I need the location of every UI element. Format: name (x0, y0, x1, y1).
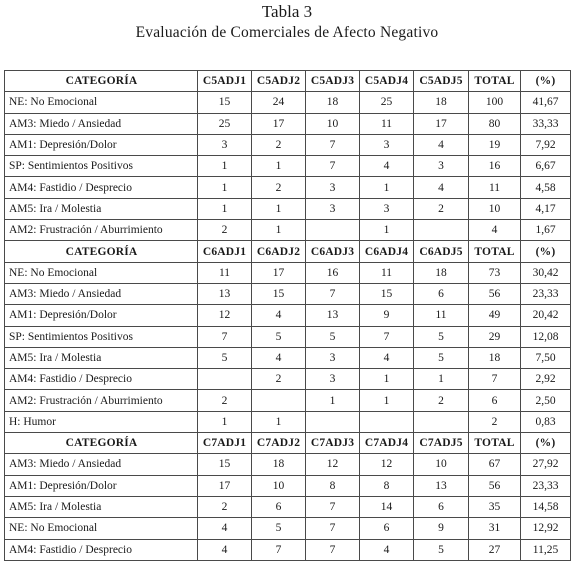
value-cell: 49 (469, 305, 521, 326)
value-cell: 15 (252, 283, 306, 304)
value-cell: 5 (252, 518, 306, 539)
table-row (5, 283, 571, 304)
value-cell: 7 (252, 539, 306, 560)
value-cell: 7 (306, 134, 360, 155)
value-cell: 23,33 (521, 283, 571, 304)
value-cell: 25 (360, 92, 414, 113)
value-cell: 19 (469, 134, 521, 155)
category-cell: AM5: Ira / Molestia (5, 496, 198, 517)
value-cell: 2 (198, 220, 252, 241)
value-cell (252, 390, 306, 411)
value-cell: 67 (469, 454, 521, 475)
table-row (5, 496, 571, 517)
section-header-row (5, 71, 571, 92)
category-cell: AM2: Frustración / Aburrimiento (5, 220, 198, 241)
value-cell: 17 (252, 113, 306, 134)
category-cell: AM5: Ira / Molestia (5, 347, 198, 368)
value-cell: 2 (414, 198, 469, 219)
header-cell: C7ADJ5 (414, 433, 469, 454)
table-row (5, 369, 571, 390)
value-cell: 27 (469, 539, 521, 560)
value-cell: 3 (306, 177, 360, 198)
category-cell: AM3: Miedo / Ansiedad (5, 113, 198, 134)
value-cell: 5 (414, 539, 469, 560)
category-cell: AM1: Depresión/Dolor (5, 475, 198, 496)
value-cell: 18 (414, 262, 469, 283)
value-cell: 1 (198, 411, 252, 432)
value-cell: 1 (306, 390, 360, 411)
table-title-block (0, 0, 574, 44)
header-cell: (%) (521, 71, 571, 92)
value-cell: 12,08 (521, 326, 571, 347)
value-cell: 1 (198, 177, 252, 198)
value-cell: 7 (306, 283, 360, 304)
value-cell: 2 (469, 411, 521, 432)
value-cell: 3 (198, 134, 252, 155)
value-cell: 1 (198, 156, 252, 177)
value-cell: 4 (198, 518, 252, 539)
category-cell: NE: No Emocional (5, 262, 198, 283)
value-cell: 6 (252, 496, 306, 517)
value-cell: 12 (360, 454, 414, 475)
value-cell (306, 220, 360, 241)
header-cell: C7ADJ1 (198, 433, 252, 454)
value-cell: 3 (306, 198, 360, 219)
value-cell: 15 (198, 454, 252, 475)
table-row (5, 390, 571, 411)
value-cell: 2 (198, 496, 252, 517)
value-cell: 3 (306, 369, 360, 390)
table-body (5, 71, 571, 561)
value-cell: 7 (306, 496, 360, 517)
value-cell: 35 (469, 496, 521, 517)
data-table (4, 70, 571, 561)
value-cell: 11 (360, 113, 414, 134)
value-cell: 29 (469, 326, 521, 347)
data-table-container (4, 70, 570, 561)
value-cell: 6,67 (521, 156, 571, 177)
value-cell: 4 (469, 220, 521, 241)
value-cell: 5 (414, 347, 469, 368)
value-cell: 1 (198, 198, 252, 219)
value-cell: 7 (469, 369, 521, 390)
value-cell (414, 220, 469, 241)
table-row (5, 454, 571, 475)
value-cell: 10 (306, 113, 360, 134)
value-cell: 6 (414, 283, 469, 304)
category-cell: AM3: Miedo / Ansiedad (5, 454, 198, 475)
table-row (5, 326, 571, 347)
value-cell: 100 (469, 92, 521, 113)
value-cell: 3 (414, 156, 469, 177)
category-cell: SP: Sentimientos Positivos (5, 156, 198, 177)
value-cell: 11 (469, 177, 521, 198)
header-cell: C6ADJ2 (252, 241, 306, 262)
value-cell: 12,92 (521, 518, 571, 539)
value-cell: 7 (360, 326, 414, 347)
value-cell: 4,58 (521, 177, 571, 198)
value-cell: 4 (360, 539, 414, 560)
value-cell: 5 (252, 326, 306, 347)
value-cell: 5 (414, 326, 469, 347)
table-row (5, 262, 571, 283)
value-cell: 5 (198, 347, 252, 368)
value-cell: 33,33 (521, 113, 571, 134)
value-cell: 7 (306, 156, 360, 177)
value-cell: 12 (306, 454, 360, 475)
table-row (5, 134, 571, 155)
value-cell: 4 (360, 156, 414, 177)
value-cell: 10 (414, 454, 469, 475)
value-cell: 7 (198, 326, 252, 347)
value-cell: 56 (469, 475, 521, 496)
header-cell: C6ADJ5 (414, 241, 469, 262)
header-cell-category: CATEGORÍA (5, 241, 198, 262)
value-cell: 4 (252, 347, 306, 368)
table-row (5, 411, 571, 432)
value-cell: 17 (252, 262, 306, 283)
header-cell: C5ADJ3 (306, 71, 360, 92)
value-cell: 3 (360, 198, 414, 219)
value-cell: 4,17 (521, 198, 571, 219)
value-cell: 2 (252, 369, 306, 390)
header-cell: C7ADJ2 (252, 433, 306, 454)
value-cell: 1 (414, 369, 469, 390)
category-cell: NE: No Emocional (5, 518, 198, 539)
category-cell: AM3: Miedo / Ansiedad (5, 283, 198, 304)
table-row (5, 347, 571, 368)
value-cell: 16 (469, 156, 521, 177)
value-cell: 2 (252, 177, 306, 198)
value-cell: 11 (414, 305, 469, 326)
value-cell: 31 (469, 518, 521, 539)
value-cell: 1 (252, 220, 306, 241)
table-row (5, 92, 571, 113)
value-cell: 9 (414, 518, 469, 539)
value-cell: 3 (306, 347, 360, 368)
value-cell: 5 (306, 326, 360, 347)
value-cell: 11 (360, 262, 414, 283)
value-cell: 1 (360, 177, 414, 198)
value-cell (198, 369, 252, 390)
value-cell: 24 (252, 92, 306, 113)
value-cell: 4 (414, 177, 469, 198)
header-cell: C7ADJ3 (306, 433, 360, 454)
value-cell: 7 (306, 518, 360, 539)
value-cell: 2,50 (521, 390, 571, 411)
value-cell: 16 (306, 262, 360, 283)
table-row (5, 518, 571, 539)
table-row (5, 177, 571, 198)
category-cell: AM2: Frustración / Aburrimiento (5, 390, 198, 411)
value-cell: 18 (306, 92, 360, 113)
value-cell: 0,83 (521, 411, 571, 432)
value-cell: 7 (306, 539, 360, 560)
category-cell: AM4: Fastidio / Desprecio (5, 177, 198, 198)
value-cell: 2 (414, 390, 469, 411)
value-cell: 14,58 (521, 496, 571, 517)
header-cell: C6ADJ1 (198, 241, 252, 262)
category-cell: AM5: Ira / Molestia (5, 198, 198, 219)
value-cell: 9 (360, 305, 414, 326)
header-cell: TOTAL (469, 433, 521, 454)
table-row (5, 539, 571, 560)
value-cell (360, 411, 414, 432)
table-row (5, 113, 571, 134)
table-row (5, 475, 571, 496)
value-cell: 73 (469, 262, 521, 283)
header-cell: C5ADJ4 (360, 71, 414, 92)
value-cell: 15 (198, 92, 252, 113)
header-cell: TOTAL (469, 241, 521, 262)
value-cell: 1 (252, 156, 306, 177)
value-cell: 25 (198, 113, 252, 134)
value-cell: 13 (198, 283, 252, 304)
value-cell: 1 (252, 198, 306, 219)
category-cell: AM4: Fastidio / Desprecio (5, 539, 198, 560)
value-cell: 15 (360, 283, 414, 304)
value-cell (306, 411, 360, 432)
value-cell: 1 (360, 220, 414, 241)
category-cell: H: Humor (5, 411, 198, 432)
header-cell: (%) (521, 241, 571, 262)
value-cell: 4 (198, 539, 252, 560)
header-cell: (%) (521, 433, 571, 454)
value-cell: 8 (360, 475, 414, 496)
value-cell: 18 (252, 454, 306, 475)
table-row (5, 198, 571, 219)
value-cell: 1 (360, 390, 414, 411)
table-caption: Evaluación de Comerciales de Afecto Negativo (135, 24, 439, 41)
value-cell: 56 (469, 283, 521, 304)
value-cell: 12 (198, 305, 252, 326)
table-row (5, 156, 571, 177)
value-cell: 4 (360, 347, 414, 368)
value-cell: 3 (360, 134, 414, 155)
category-cell: SP: Sentimientos Positivos (5, 326, 198, 347)
value-cell: 8 (306, 475, 360, 496)
table-number: Tabla 3 (261, 2, 313, 21)
value-cell: 4 (252, 305, 306, 326)
value-cell (414, 411, 469, 432)
value-cell: 23,33 (521, 475, 571, 496)
category-cell: AM1: Depresión/Dolor (5, 134, 198, 155)
value-cell: 17 (198, 475, 252, 496)
value-cell: 18 (469, 347, 521, 368)
header-cell: TOTAL (469, 71, 521, 92)
value-cell: 1,67 (521, 220, 571, 241)
value-cell: 7,92 (521, 134, 571, 155)
value-cell: 13 (414, 475, 469, 496)
value-cell: 6 (414, 496, 469, 517)
value-cell: 13 (306, 305, 360, 326)
category-cell: AM1: Depresión/Dolor (5, 305, 198, 326)
value-cell: 6 (469, 390, 521, 411)
header-cell-category: CATEGORÍA (5, 71, 198, 92)
value-cell: 2,92 (521, 369, 571, 390)
value-cell: 80 (469, 113, 521, 134)
header-cell-category: CATEGORÍA (5, 433, 198, 454)
value-cell: 1 (252, 411, 306, 432)
category-cell: AM4: Fastidio / Desprecio (5, 369, 198, 390)
value-cell: 41,67 (521, 92, 571, 113)
value-cell: 1 (360, 369, 414, 390)
value-cell: 10 (252, 475, 306, 496)
value-cell: 30,42 (521, 262, 571, 283)
header-cell: C6ADJ3 (306, 241, 360, 262)
table-row (5, 220, 571, 241)
value-cell: 4 (414, 134, 469, 155)
category-cell: NE: No Emocional (5, 92, 198, 113)
value-cell: 14 (360, 496, 414, 517)
section-header-row (5, 433, 571, 454)
header-cell: C5ADJ1 (198, 71, 252, 92)
header-cell: C6ADJ4 (360, 241, 414, 262)
value-cell: 11,25 (521, 539, 571, 560)
header-cell: C5ADJ5 (414, 71, 469, 92)
value-cell: 17 (414, 113, 469, 134)
value-cell: 7,50 (521, 347, 571, 368)
value-cell: 2 (252, 134, 306, 155)
header-cell: C7ADJ4 (360, 433, 414, 454)
value-cell: 20,42 (521, 305, 571, 326)
value-cell: 11 (198, 262, 252, 283)
table-row (5, 305, 571, 326)
value-cell: 27,92 (521, 454, 571, 475)
value-cell: 18 (414, 92, 469, 113)
value-cell: 2 (198, 390, 252, 411)
value-cell: 10 (469, 198, 521, 219)
value-cell: 6 (360, 518, 414, 539)
section-header-row (5, 241, 571, 262)
header-cell: C5ADJ2 (252, 71, 306, 92)
